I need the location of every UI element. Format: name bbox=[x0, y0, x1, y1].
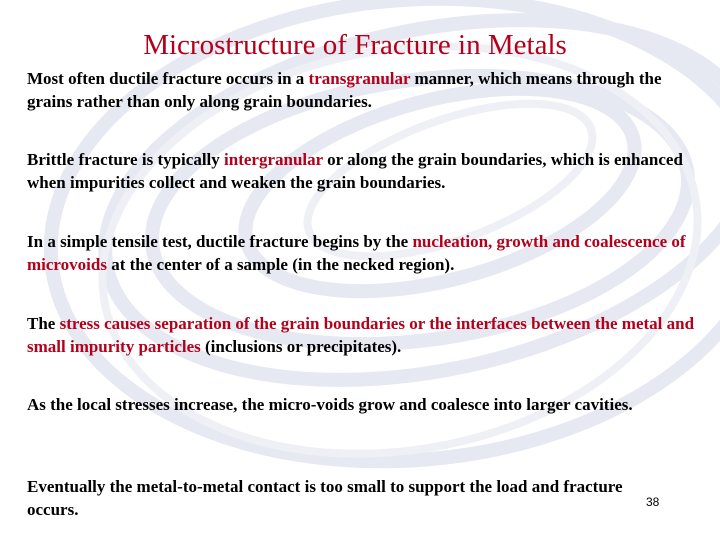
page-number: 38 bbox=[646, 495, 660, 509]
paragraph-1-text-a: Most often ductile fracture occurs in a bbox=[27, 69, 309, 88]
paragraph-6-text-a: Eventually the metal-to-metal contact is too small to support the load and fracture occurs. bbox=[27, 477, 623, 519]
paragraph-4-text-a: The bbox=[27, 314, 60, 333]
paragraph-4 bbox=[27, 312, 707, 358]
paragraph-5 bbox=[27, 393, 707, 416]
slide-title: Microstructure of Fracture in Metals bbox=[143, 29, 567, 62]
paragraph-4-text-b: (inclusions or precipitates). bbox=[200, 337, 402, 356]
paragraph-2-text-a: Brittle fracture is typically bbox=[27, 150, 225, 169]
paragraph-1-text-b: manner, which means through the grains rather than only along grain boundaries. bbox=[27, 69, 662, 111]
paragraph-3-highlight: nucleation, growth and coalescence of microvoids bbox=[27, 232, 686, 274]
paragraph-6 bbox=[27, 475, 667, 521]
paragraph-4-highlight: stress causes separation of the grain boundaries or the interfaces between the metal and small impurity particles bbox=[27, 314, 695, 356]
paragraph-1 bbox=[27, 67, 707, 113]
paragraph-2-text-b: or along the grain boundaries, which is enhanced when impurities collect and weaken the grain boundaries. bbox=[27, 150, 683, 192]
paragraph-2-highlight: intergranular bbox=[224, 150, 323, 169]
paragraph-2 bbox=[27, 148, 707, 194]
paragraph-3 bbox=[27, 230, 707, 276]
paragraph-3-text-a: In a simple tensile test, ductile fracture begins by the bbox=[27, 232, 413, 251]
paragraph-5-text-a: As the local stresses increase, the micro-voids grow and coalesce into larger cavities. bbox=[27, 395, 633, 414]
paragraph-1-highlight: transgranular bbox=[308, 69, 411, 88]
paragraph-3-text-b: at the center of a sample (in the necked region). bbox=[106, 255, 455, 274]
